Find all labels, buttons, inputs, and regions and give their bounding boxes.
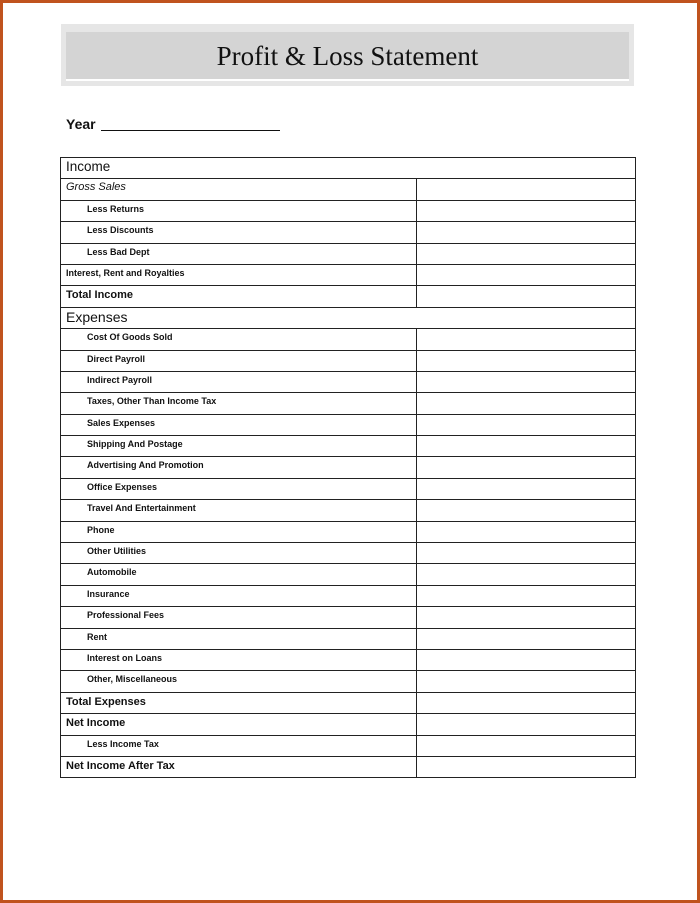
row-label: Direct Payroll [87, 353, 146, 364]
amount-cell[interactable] [417, 457, 636, 478]
row-label: Rent [87, 631, 107, 642]
row-label: Advertising And Promotion [87, 460, 204, 471]
row-label: Sales Expenses [87, 417, 156, 428]
table-row [61, 222, 636, 243]
amount-cell[interactable] [417, 585, 636, 606]
income-section-row [61, 158, 636, 179]
amount-cell[interactable] [417, 414, 636, 435]
row-label: Automobile [87, 567, 137, 578]
amount-cell[interactable] [417, 286, 636, 307]
amount-cell[interactable] [417, 543, 636, 564]
table-row [61, 414, 636, 435]
table-row [61, 607, 636, 628]
table-row [61, 478, 636, 499]
row-label: Total Expenses [66, 695, 146, 708]
table-row [61, 671, 636, 692]
row-label: Total Income [66, 289, 134, 302]
table-row [61, 628, 636, 649]
less-income-tax-row [61, 735, 636, 756]
pl-table [60, 157, 636, 778]
row-label: Cost Of Goods Sold [87, 332, 173, 343]
row-label: Phone [87, 524, 115, 535]
amount-cell[interactable] [417, 564, 636, 585]
amount-cell[interactable] [417, 714, 636, 735]
table-row [61, 521, 636, 542]
amount-cell[interactable] [417, 393, 636, 414]
amount-cell[interactable] [417, 243, 636, 264]
row-label: Other, Miscellaneous [87, 674, 178, 685]
row-label: Taxes, Other Than Income Tax [87, 396, 217, 407]
amount-cell[interactable] [417, 692, 636, 713]
year-label: Year [66, 116, 96, 132]
amount-cell[interactable] [417, 179, 636, 200]
row-label: Net Income [66, 717, 126, 730]
page-title: Profit & Loss Statement [216, 41, 479, 71]
table-row [61, 500, 636, 521]
amount-cell[interactable] [417, 500, 636, 521]
row-label: Office Expenses [87, 481, 158, 492]
row-label: Shipping And Postage [87, 439, 183, 450]
row-label: Gross Sales [66, 181, 126, 194]
amount-cell[interactable] [417, 735, 636, 756]
row-label: Interest, Rent and Royalties [66, 267, 185, 278]
row-label: Less Returns [87, 203, 145, 214]
table-row [61, 350, 636, 371]
table-row [61, 649, 636, 670]
table-row [61, 200, 636, 221]
row-label: Less Bad Dept [87, 246, 150, 257]
amount-cell[interactable] [417, 671, 636, 692]
row-label: Insurance [87, 588, 130, 599]
table-row [61, 436, 636, 457]
income-header: Income [66, 159, 111, 174]
amount-cell[interactable] [417, 607, 636, 628]
row-label: Professional Fees [87, 610, 165, 621]
table-row [61, 243, 636, 264]
table-row [61, 564, 636, 585]
amount-cell[interactable] [417, 200, 636, 221]
title-banner-inner [66, 32, 629, 81]
row-label: Indirect Payroll [87, 374, 153, 385]
total-expenses-row [61, 692, 636, 713]
amount-cell[interactable] [417, 350, 636, 371]
amount-cell[interactable] [417, 521, 636, 542]
table-row [61, 371, 636, 392]
expenses-header: Expenses [66, 308, 128, 325]
amount-cell[interactable] [417, 264, 636, 285]
amount-cell[interactable] [417, 436, 636, 457]
table-row [61, 264, 636, 285]
expenses-section-row [61, 307, 636, 328]
row-label: Net Income After Tax [66, 759, 175, 772]
table-row [61, 457, 636, 478]
table-row [61, 179, 636, 200]
table-row [61, 393, 636, 414]
amount-cell[interactable] [417, 649, 636, 670]
row-label: Interest on Loans [87, 652, 163, 663]
row-label: Other Utilities [87, 546, 147, 557]
amount-cell[interactable] [417, 756, 636, 777]
amount-cell[interactable] [417, 222, 636, 243]
table-row [61, 585, 636, 606]
year-field[interactable] [101, 130, 280, 131]
row-label: Less Income Tax [87, 738, 159, 749]
amount-cell[interactable] [417, 628, 636, 649]
amount-cell[interactable] [417, 478, 636, 499]
total-income-row [61, 286, 636, 307]
table-row [61, 543, 636, 564]
row-label: Travel And Entertainment [87, 503, 196, 514]
net-income-after-tax-row [61, 756, 636, 777]
table-row [61, 329, 636, 350]
amount-cell[interactable] [417, 329, 636, 350]
net-income-row [61, 714, 636, 735]
amount-cell[interactable] [417, 371, 636, 392]
title-banner [61, 24, 634, 86]
row-label: Less Discounts [87, 225, 154, 236]
